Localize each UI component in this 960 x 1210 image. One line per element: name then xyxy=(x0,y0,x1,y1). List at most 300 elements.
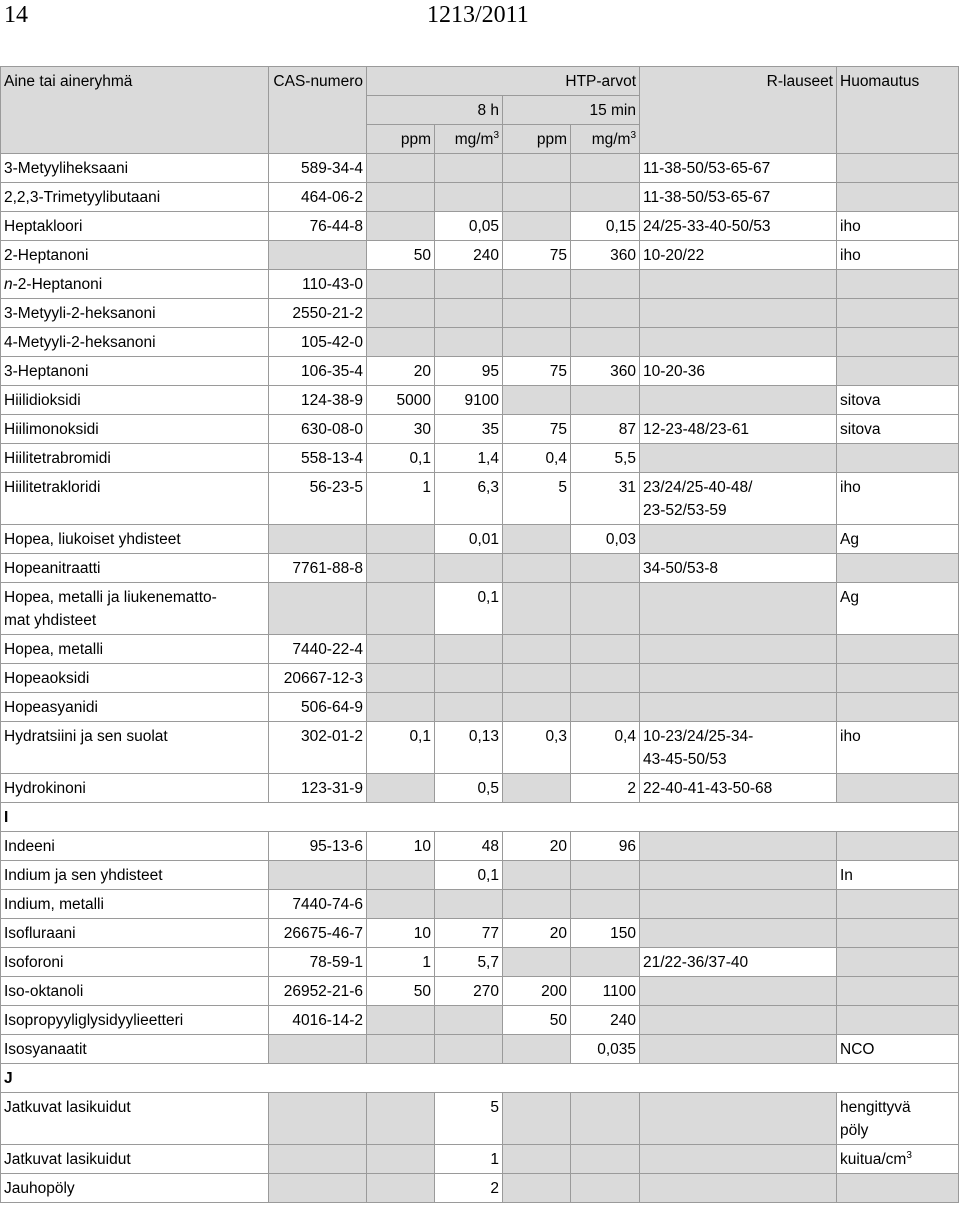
name-text: Hiilimonoksidi xyxy=(4,421,99,438)
header-row-1 xyxy=(1,67,959,96)
exposure-limits-table xyxy=(0,66,959,1203)
cell-value: 110-43-0 xyxy=(302,276,363,293)
cell-value: 96 xyxy=(618,838,636,855)
cell-r xyxy=(640,948,837,977)
name-text: Iso-oktanoli xyxy=(4,983,84,1000)
cell-value: 105-42-0 xyxy=(300,334,363,351)
unit-mgm: mg/m xyxy=(454,131,494,148)
cell-ppm15 xyxy=(503,1006,571,1035)
cell-value: 0,1 xyxy=(409,728,431,745)
substance-name xyxy=(1,1145,269,1174)
cell-note xyxy=(837,890,959,919)
substance-name xyxy=(1,861,269,890)
cell-ppm8 xyxy=(367,1145,435,1174)
substance-name xyxy=(1,357,269,386)
cell-value: 1 xyxy=(490,1151,499,1168)
cell-mg15 xyxy=(571,554,640,583)
cell-value: 9100 xyxy=(464,392,499,409)
cell-ppm8 xyxy=(367,386,435,415)
table-row xyxy=(1,890,959,919)
cell-note xyxy=(837,154,959,183)
cell-value: 50 xyxy=(549,1012,567,1029)
cell-ppm8 xyxy=(367,1006,435,1035)
col-header-mgm3-15min xyxy=(571,125,640,154)
cell-ppm15 xyxy=(503,832,571,861)
name-prefix: n xyxy=(4,276,13,293)
cell-note xyxy=(837,1006,959,1035)
cell-cas xyxy=(269,693,367,722)
cell-value: 76-44-8 xyxy=(309,218,363,235)
cell-value: sitova xyxy=(840,392,881,409)
cell-r xyxy=(640,1145,837,1174)
cell-mg8 xyxy=(435,977,503,1006)
col-header-8h: 8 h xyxy=(367,96,503,125)
cell-cas xyxy=(269,415,367,444)
cell-ppm15 xyxy=(503,948,571,977)
cell-note xyxy=(837,415,959,444)
cell-value: 0,15 xyxy=(605,218,636,235)
table-row xyxy=(1,664,959,693)
cell-value: 360 xyxy=(610,247,636,264)
cell-value: 0,5 xyxy=(477,780,499,797)
cell-cas xyxy=(269,241,367,270)
cell-value: iho xyxy=(840,728,861,745)
cell-ppm15 xyxy=(503,774,571,803)
cell-ppm8 xyxy=(367,948,435,977)
page-header xyxy=(0,0,960,40)
table-row xyxy=(1,1174,959,1203)
table-row xyxy=(1,328,959,357)
cell-note xyxy=(837,1035,959,1064)
substance-name xyxy=(1,774,269,803)
cell-ppm8 xyxy=(367,299,435,328)
section-letter: I xyxy=(1,803,959,832)
col-header-mgm3-8h xyxy=(435,125,503,154)
cell-ppm15 xyxy=(503,583,571,635)
cell-mg8 xyxy=(435,525,503,554)
cell-ppm8 xyxy=(367,722,435,774)
cell-ppm15 xyxy=(503,415,571,444)
name-text: Isosyanaatit xyxy=(4,1041,87,1058)
cell-note xyxy=(837,1174,959,1203)
col-header-r-phrases: R-lauseet xyxy=(640,67,837,154)
substance-name xyxy=(1,554,269,583)
cell-value: 11-38-50/53-65-67 xyxy=(643,189,771,206)
cell-note xyxy=(837,241,959,270)
table-row xyxy=(1,693,959,722)
cell-note xyxy=(837,832,959,861)
cell-ppm15 xyxy=(503,977,571,1006)
cell-value: sitova xyxy=(840,421,881,438)
cell-mg8 xyxy=(435,1145,503,1174)
cell-ppm8 xyxy=(367,977,435,1006)
cell-mg8 xyxy=(435,861,503,890)
cell-r xyxy=(640,919,837,948)
cell-mg15 xyxy=(571,299,640,328)
cell-ppm15 xyxy=(503,1145,571,1174)
col-header-substance: Aine tai aineryhmä xyxy=(1,67,269,154)
cell-ppm15 xyxy=(503,890,571,919)
unit-sup: 3 xyxy=(493,130,499,141)
cell-value: 5,7 xyxy=(477,954,499,971)
cell-mg15 xyxy=(571,1145,640,1174)
cell-r xyxy=(640,415,837,444)
cell-value: 7440-74-6 xyxy=(292,896,363,913)
cell-value: 21/22-36/37-40 xyxy=(643,954,749,971)
cell-value: 0,3 xyxy=(545,728,567,745)
cell-note xyxy=(837,357,959,386)
cell-ppm8 xyxy=(367,1035,435,1064)
cell-ppm15 xyxy=(503,919,571,948)
col-header-15min: 15 min xyxy=(503,96,640,125)
substance-name xyxy=(1,948,269,977)
cell-mg8 xyxy=(435,1174,503,1203)
cell-ppm8 xyxy=(367,328,435,357)
cell-ppm8 xyxy=(367,241,435,270)
cell-ppm15 xyxy=(503,328,571,357)
cell-mg15 xyxy=(571,357,640,386)
cell-mg15 xyxy=(571,919,640,948)
cell-mg15 xyxy=(571,444,640,473)
cell-mg15 xyxy=(571,212,640,241)
document-reference: 1213/2011 xyxy=(427,2,529,28)
cell-value: 106-35-4 xyxy=(300,363,363,380)
cell-ppm8 xyxy=(367,154,435,183)
cell-value: 31 xyxy=(618,479,636,496)
cell-mg8 xyxy=(435,212,503,241)
unit-sup: 3 xyxy=(630,130,636,141)
cell-note xyxy=(837,635,959,664)
cell-value: 24/25-33-40-50/53 xyxy=(643,218,771,235)
cell-r xyxy=(640,861,837,890)
cell-value: 2550-21-2 xyxy=(292,305,363,322)
cell-mg15 xyxy=(571,241,640,270)
cell-value: 10-23/24/25-34- xyxy=(643,728,754,745)
cell-ppm15 xyxy=(503,635,571,664)
cell-ppm8 xyxy=(367,583,435,635)
cell-value: 75 xyxy=(549,421,567,438)
cell-mg15 xyxy=(571,270,640,299)
page-number: 14 xyxy=(4,2,28,28)
cell-value: 240 xyxy=(473,247,499,264)
cell-ppm15 xyxy=(503,299,571,328)
table-row xyxy=(1,473,959,525)
table-row xyxy=(1,554,959,583)
name-text: Hydratsiini ja sen suolat xyxy=(4,728,168,745)
cell-value: 77 xyxy=(481,925,499,942)
table-row xyxy=(1,1064,959,1093)
cell-cas xyxy=(269,890,367,919)
cell-ppm15 xyxy=(503,212,571,241)
cell-cas xyxy=(269,722,367,774)
table-row xyxy=(1,774,959,803)
cell-ppm15 xyxy=(503,664,571,693)
substance-name xyxy=(1,832,269,861)
cell-value: 78-59-1 xyxy=(309,954,363,971)
cell-mg15 xyxy=(571,386,640,415)
cell-value: 75 xyxy=(549,247,567,264)
cell-value: 0,4 xyxy=(545,450,567,467)
cell-mg8 xyxy=(435,473,503,525)
cell-mg8 xyxy=(435,1006,503,1035)
cell-mg15 xyxy=(571,693,640,722)
cell-r xyxy=(640,635,837,664)
cell-value: 464-06-2 xyxy=(300,189,363,206)
cell-r xyxy=(640,154,837,183)
name-text: Hiilidioksidi xyxy=(4,392,81,409)
cell-r xyxy=(640,583,837,635)
name-text: Hiilitetrabromidi xyxy=(4,450,111,467)
cell-value: 123-31-9 xyxy=(300,780,363,797)
name-text: Hiilitetrakloridi xyxy=(4,479,101,496)
cell-value: 240 xyxy=(610,1012,636,1029)
table-row xyxy=(1,832,959,861)
unit-mgm: mg/m xyxy=(591,131,631,148)
cell-value: 5 xyxy=(490,1099,499,1116)
cell-value: 34-50/53-8 xyxy=(643,560,718,577)
cell-r xyxy=(640,1174,837,1203)
cell-r xyxy=(640,525,837,554)
substance-name xyxy=(1,386,269,415)
cell-r xyxy=(640,890,837,919)
name-text: Isofluraani xyxy=(4,925,76,942)
substance-name xyxy=(1,183,269,212)
cell-r xyxy=(640,299,837,328)
substance-name xyxy=(1,635,269,664)
cell-cas xyxy=(269,774,367,803)
substance-name xyxy=(1,1174,269,1203)
cell-mg8 xyxy=(435,415,503,444)
cell-mg15 xyxy=(571,183,640,212)
cell-mg15 xyxy=(571,415,640,444)
cell-note xyxy=(837,212,959,241)
substance-name xyxy=(1,722,269,774)
cell-ppm15 xyxy=(503,183,571,212)
cell-mg8 xyxy=(435,183,503,212)
cell-r xyxy=(640,1035,837,1064)
cell-ppm15 xyxy=(503,154,571,183)
cell-value: 87 xyxy=(618,421,636,438)
cell-note xyxy=(837,386,959,415)
cell-cas xyxy=(269,386,367,415)
cell-value-line-2: 43-45-50/53 xyxy=(643,751,727,768)
cell-r xyxy=(640,444,837,473)
cell-note xyxy=(837,473,959,525)
cell-cas xyxy=(269,525,367,554)
name-text: Hopea, liukoiset yhdisteet xyxy=(4,531,181,548)
cell-value: Ag xyxy=(840,589,859,606)
cell-mg15 xyxy=(571,525,640,554)
cell-ppm8 xyxy=(367,693,435,722)
table-row xyxy=(1,977,959,1006)
cell-ppm8 xyxy=(367,212,435,241)
cell-ppm15 xyxy=(503,1035,571,1064)
table-row xyxy=(1,154,959,183)
cell-value: 23/24/25-40-48/ xyxy=(643,479,753,496)
cell-mg8 xyxy=(435,664,503,693)
cell-ppm8 xyxy=(367,1174,435,1203)
cell-value: 0,03 xyxy=(605,531,636,548)
col-header-htp: HTP-arvot xyxy=(367,67,640,96)
cell-value: 200 xyxy=(541,983,567,1000)
cell-value: 5 xyxy=(558,479,567,496)
cell-cas xyxy=(269,1093,367,1145)
substance-name xyxy=(1,1035,269,1064)
cell-cas xyxy=(269,1145,367,1174)
name-text: 3-Metyyliheksaani xyxy=(4,160,129,177)
cell-mg8 xyxy=(435,832,503,861)
cell-mg15 xyxy=(571,861,640,890)
cell-value: 12-23-48/23-61 xyxy=(643,421,749,438)
table-row xyxy=(1,241,959,270)
substance-name xyxy=(1,583,269,635)
cell-cas xyxy=(269,357,367,386)
cell-value: 150 xyxy=(610,925,636,942)
cell-value: 506-64-9 xyxy=(300,699,363,716)
cell-note xyxy=(837,977,959,1006)
name-text: 4-Metyyli-2-heksanoni xyxy=(4,334,156,351)
cell-r xyxy=(640,270,837,299)
cell-note xyxy=(837,722,959,774)
cell-note xyxy=(837,583,959,635)
cell-ppm15 xyxy=(503,444,571,473)
name-text: Hopeasyanidi xyxy=(4,699,98,716)
cell-mg8 xyxy=(435,583,503,635)
cell-note xyxy=(837,774,959,803)
cell-note xyxy=(837,525,959,554)
table-body xyxy=(1,67,959,1203)
cell-r xyxy=(640,1006,837,1035)
cell-mg15 xyxy=(571,664,640,693)
cell-value: iho xyxy=(840,218,861,235)
cell-ppm15 xyxy=(503,357,571,386)
cell-value: 7761-88-8 xyxy=(292,560,363,577)
cell-cas xyxy=(269,183,367,212)
cell-r xyxy=(640,722,837,774)
substance-name xyxy=(1,473,269,525)
cell-value: 360 xyxy=(610,363,636,380)
cell-ppm15 xyxy=(503,270,571,299)
substance-name xyxy=(1,1006,269,1035)
cell-ppm8 xyxy=(367,183,435,212)
cell-ppm8 xyxy=(367,270,435,299)
name-text: Hopea, metalli ja liukenematto- xyxy=(4,589,217,606)
name-text: Jatkuvat lasikuidut xyxy=(4,1099,131,1116)
cell-value: 630-08-0 xyxy=(300,421,363,438)
substance-name xyxy=(1,1093,269,1145)
cell-value: 0,1 xyxy=(409,450,431,467)
substance-name xyxy=(1,890,269,919)
cell-value: 6,3 xyxy=(477,479,499,496)
table-row xyxy=(1,444,959,473)
cell-mg8 xyxy=(435,241,503,270)
cell-mg8 xyxy=(435,948,503,977)
cell-value: 124-38-9 xyxy=(300,392,363,409)
cell-note xyxy=(837,270,959,299)
name-text: 2-Heptanoni xyxy=(4,247,89,264)
table-row xyxy=(1,919,959,948)
cell-mg15 xyxy=(571,635,640,664)
cell-mg8 xyxy=(435,722,503,774)
cell-value: iho xyxy=(840,247,861,264)
cell-note xyxy=(837,328,959,357)
cell-r xyxy=(640,977,837,1006)
cell-ppm15 xyxy=(503,722,571,774)
cell-value: 1 xyxy=(422,479,431,496)
substance-name xyxy=(1,270,269,299)
cell-value: iho xyxy=(840,479,861,496)
col-header-ppm-15min: ppm xyxy=(503,125,571,154)
cell-mg8 xyxy=(435,919,503,948)
substance-name xyxy=(1,919,269,948)
cell-value: 35 xyxy=(481,421,499,438)
cell-value: 5000 xyxy=(396,392,431,409)
cell-mg15 xyxy=(571,1174,640,1203)
cell-value: 20 xyxy=(549,838,567,855)
cell-value: Ag xyxy=(840,531,859,548)
cell-value: 0,4 xyxy=(614,728,636,745)
cell-cas xyxy=(269,1174,367,1203)
table-row xyxy=(1,583,959,635)
table-row xyxy=(1,1093,959,1145)
substance-name xyxy=(1,299,269,328)
substance-name xyxy=(1,525,269,554)
cell-cas xyxy=(269,299,367,328)
cell-value: 75 xyxy=(549,363,567,380)
cell-cas xyxy=(269,328,367,357)
cell-r xyxy=(640,1093,837,1145)
cell-cas xyxy=(269,948,367,977)
table-row xyxy=(1,1145,959,1174)
table-row xyxy=(1,415,959,444)
cell-value-line-2: 23-52/53-59 xyxy=(643,502,727,519)
cell-value: 5,5 xyxy=(614,450,636,467)
cell-ppm15 xyxy=(503,693,571,722)
cell-sup: 3 xyxy=(906,1150,912,1161)
table-row xyxy=(1,803,959,832)
cell-value: 1100 xyxy=(602,983,636,1000)
cell-r xyxy=(640,473,837,525)
col-header-ppm-8h: ppm xyxy=(367,125,435,154)
cell-ppm8 xyxy=(367,919,435,948)
cell-mg8 xyxy=(435,1093,503,1145)
cell-value: 558-13-4 xyxy=(300,450,363,467)
cell-cas xyxy=(269,635,367,664)
cell-mg8 xyxy=(435,693,503,722)
cell-mg15 xyxy=(571,1006,640,1035)
table-row xyxy=(1,212,959,241)
name-text: 2,2,3-Trimetyylibutaani xyxy=(4,189,161,206)
cell-mg15 xyxy=(571,328,640,357)
cell-value: 20 xyxy=(549,925,567,942)
cell-mg8 xyxy=(435,554,503,583)
cell-cas xyxy=(269,583,367,635)
cell-value-line-2: pöly xyxy=(840,1122,869,1139)
name-text: 3-Heptanoni xyxy=(4,363,89,380)
cell-cas xyxy=(269,832,367,861)
cell-value: 11-38-50/53-65-67 xyxy=(643,160,771,177)
table-row xyxy=(1,386,959,415)
name-text: Indeeni xyxy=(4,838,55,855)
cell-value: NCO xyxy=(840,1041,875,1058)
table-row xyxy=(1,183,959,212)
cell-value: 95-13-6 xyxy=(309,838,363,855)
name-text: Hopeanitraatti xyxy=(4,560,101,577)
cell-value: 0,1 xyxy=(477,867,499,884)
cell-cas xyxy=(269,473,367,525)
cell-r xyxy=(640,693,837,722)
cell-r xyxy=(640,832,837,861)
